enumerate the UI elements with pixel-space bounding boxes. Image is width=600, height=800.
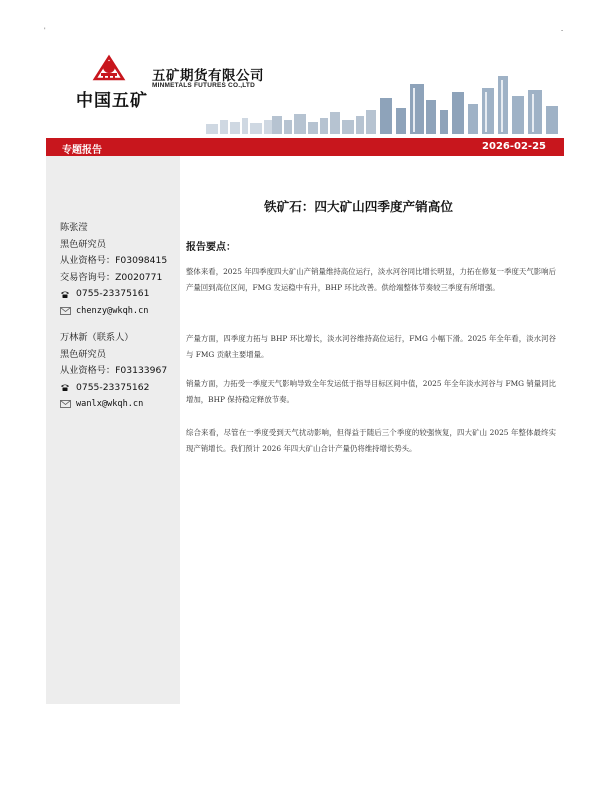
analyst-card (60, 220, 167, 319)
section-heading: 报告要点： (186, 242, 236, 253)
corner-mark: ' (44, 27, 46, 34)
sales-paragraph: 销量方面，力拓受一季度天气影响导致全年发运低于指导目标区间中值，2025 年全年淡水河谷与 FMG 销量同比增加，BHP 保持稳定释放节奏。 (186, 379, 556, 404)
analyst-qualification: 从业资格号：F03133967 (60, 365, 168, 376)
analyst-phone-row (60, 286, 167, 303)
analyst-name: 万林新（联系人） (60, 332, 134, 343)
analyst-email-row[interactable] (60, 303, 167, 320)
minmetals-logo-emblem (92, 52, 126, 84)
analyst-consult-number: 交易咨询号：Z0020771 (60, 271, 163, 283)
report-header (46, 42, 564, 138)
company-name-cn: 五矿期货有限公司 (152, 68, 264, 84)
phone-icon (60, 290, 72, 299)
mail-icon (60, 400, 72, 408)
analyst-email[interactable]: wanlx@wkqh.cn (76, 399, 144, 409)
company-name-en: MINMETALS FUTURES CO.,LTD (152, 82, 255, 89)
analyst-qualification: 从业资格号：F03098415 (60, 255, 168, 266)
logo-text: 中国五矿 (76, 91, 148, 111)
production-paragraph: 产量方面，四季度力拓与 BHP 环比增长，淡水河谷维持高位运行，FMG 小幅下滑。2025 年全年看，淡水河谷与 FMG 贡献主要增量。 (186, 334, 556, 359)
analyst-phone-row (60, 380, 167, 397)
city-skyline-image (166, 70, 564, 134)
analyst-email-row[interactable] (60, 396, 167, 413)
corner-mark: - (561, 27, 564, 34)
analyst-email[interactable]: chenzy@wkqh.cn (76, 305, 149, 316)
analyst-phone: 0755-23375162 (76, 381, 150, 393)
analyst-sidebar (46, 156, 180, 704)
conclusion-paragraph: 综合来看，尽管在一季度受到天气扰动影响，但得益于随后三个季度的较强恢复，四大矿山 2025 年整体最终实现产销增长。我们预计 2026 年四大矿山合计产量仍将维持增长势头。 (186, 428, 556, 453)
analyst-role: 黑色研究员 (60, 348, 106, 360)
report-type-label: 专题报告 (62, 145, 102, 156)
report-title: 铁矿石：四大矿山四季度产销高位 (264, 199, 453, 214)
analyst-phone: 0755-23375161 (76, 288, 150, 299)
mail-icon (60, 307, 72, 315)
report-type-banner (46, 138, 564, 156)
analyst-role: 黑色研究员 (60, 238, 106, 250)
analyst-card (60, 330, 167, 413)
report-date: 2026-02-25 (482, 141, 546, 152)
analyst-name: 陈张滢 (60, 222, 88, 233)
phone-icon (60, 383, 72, 392)
summary-paragraph: 整体来看，2025 年四季度四大矿山产销量维持高位运行，淡水河谷同比增长明显，力拓在修复一季度天气影响后产量回到高位区间，FMG 发运稳中有升，BHP 环比改善。供给端整体节奏较三季度有所增强。 (186, 267, 556, 292)
